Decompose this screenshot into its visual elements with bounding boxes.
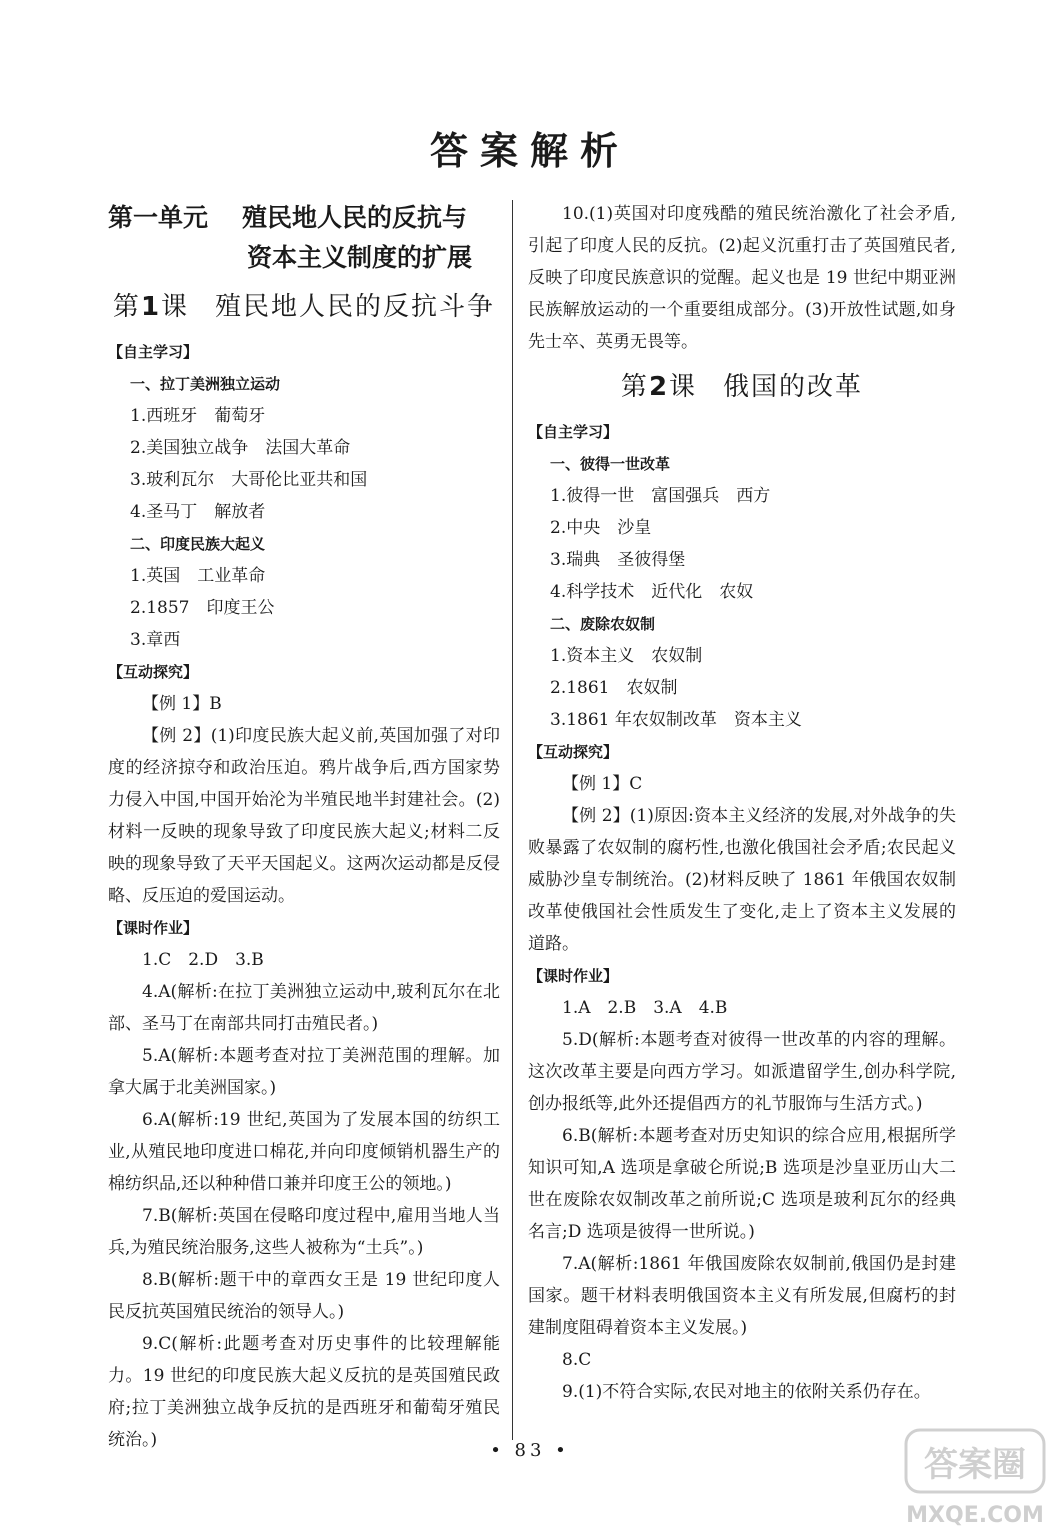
answer-item: 1.英国 工业革命 — [130, 566, 266, 586]
page-number: • 83 • — [490, 1440, 570, 1461]
lesson-2-suffix: 课 — [669, 372, 698, 402]
homework-answer: 7.A(解析:1861 年俄国废除农奴制前,俄国仍是封建国家。题干材料表明俄国资本主义有所发展,但腐朽的封建制度阻碍着资本主义发展。) — [528, 1254, 956, 1338]
lesson-1-suffix: 课 — [161, 292, 190, 322]
example-1: 【例 1】C — [562, 774, 643, 794]
homework-answer: 5.A(解析:本题考查对拉丁美洲范围的理解。加拿大属于北美洲国家。) — [108, 1046, 500, 1098]
answer-item: 3.玻利瓦尔 大哥伦比亚共和国 — [130, 470, 368, 490]
subheading-peter-reform: 一、彼得一世改革 — [550, 455, 671, 473]
homework-label: 【课时作业】 — [108, 919, 199, 937]
subheading-abolish-serfdom: 二、废除农奴制 — [550, 615, 656, 633]
homework-answer: 1.A 2.B 3.A 4.B — [562, 998, 728, 1018]
answer-item: 4.科学技术 近代化 农奴 — [550, 582, 754, 602]
homework-answer: 6.A(解析:19 世纪,英国为了发展本国的纺织工业,从殖民地印度进口棉花,并向印度倾销机器生产的棉纺织品,还以种种借口兼并印度王公的领地。) — [108, 1110, 500, 1194]
left-column — [108, 198, 500, 1456]
lesson-2-name: 俄国的改革 — [723, 372, 864, 402]
homework-answer: 8.C — [562, 1350, 592, 1370]
page-title: 答案解析 — [429, 129, 630, 173]
column-divider — [512, 200, 513, 1440]
unit-title-line2: 资本主义制度的扩展 — [246, 243, 472, 272]
homework-answer: 7.B(解析:英国在侵略印度过程中,雇用当地人当兵,为殖民统治服务,这些人被称为“土兵”。) — [108, 1206, 500, 1258]
homework-answer: 9.(1)不符合实际,农民对地主的依附关系仍存在。 — [562, 1382, 931, 1402]
lesson-1-number: 1 — [140, 292, 162, 322]
answer-item: 2.美国独立战争 法国大革命 — [130, 438, 351, 458]
lesson-2-title — [528, 366, 956, 408]
interactive-label: 【互动探究】 — [108, 663, 199, 681]
example-2: 【例 2】(1)印度民族大起义前,英国加强了对印度的经济掠夺和政治压迫。鸦片战争后,西方国家势力侵入中国,中国开始沦为半殖民地半封建社会。(2)材料一反映的现象导致了印度民族大起义;材料二反映的现象导致了天平天国起义。这两次运动都是反侵略、反压迫的爱国运动。 — [108, 726, 500, 906]
answer-item: 1.西班牙 葡萄牙 — [130, 406, 266, 426]
homework-answer: 1.C 2.D 3.B — [142, 950, 264, 970]
homework-label: 【课时作业】 — [528, 967, 619, 985]
homework-answer: 6.B(解析:本题考查对历史知识的综合应用,根据所学知识可知,A 选项是拿破仑所说;B 选项是沙皇亚历山大二世在废除农奴制改革之前所说;C 选项是玻利瓦尔的经典名言;D 选项是彼得一世所说。) — [528, 1126, 956, 1242]
answer-item: 3.1861 年农奴制改革 资本主义 — [550, 710, 802, 730]
example-2: 【例 2】(1)原因:资本主义经济的发展,对外战争的失败暴露了农奴制的腐朽性,也激化俄国社会矛盾;农民起义威胁沙皇专制统治。(2)材料反映了 1861 年俄国农奴制改革使俄国社会性质发生了变化,走上了资本主义发展的道路。 — [528, 806, 956, 954]
example-1: 【例 1】B — [142, 694, 222, 714]
answer-item: 2.中央 沙皇 — [550, 518, 652, 538]
homework-answer: 5.D(解析:本题考查对彼得一世改革的内容的理解。这次改革主要是向西方学习。如派遣留学生,创办科学院,创办报纸等,此外还提倡西方的礼节服饰与生活方式。) — [528, 1030, 956, 1114]
self-study-label: 【自主学习】 — [108, 343, 199, 361]
answer-item: 3.章西 — [130, 630, 181, 650]
lesson-2-number: 2 — [648, 372, 670, 402]
watermark-top-text: 答案圈 — [924, 1445, 1026, 1485]
lesson-1-prefix: 第 — [112, 292, 141, 322]
right-column — [528, 198, 956, 1408]
interactive-label: 【互动探究】 — [528, 743, 619, 761]
answer-item: 1.资本主义 农奴制 — [550, 646, 703, 666]
homework-answer: 8.B(解析:题干中的章西女王是 19 世纪印度人民反抗英国殖民统治的领导人。) — [108, 1270, 500, 1322]
answer-item: 1.彼得一世 富国强兵 西方 — [550, 486, 771, 506]
homework-answer: 4.A(解析:在拉丁美洲独立运动中,玻利瓦尔在北部、圣马丁在南部共同打击殖民者。) — [108, 982, 500, 1034]
answer-item: 2.1861 农奴制 — [550, 678, 678, 698]
unit-title-line1: 殖民地人民的反抗与 — [242, 203, 468, 232]
unit-title — [108, 198, 500, 278]
watermark-logo — [900, 1422, 1050, 1532]
self-study-label: 【自主学习】 — [528, 423, 619, 441]
homework-answer: 9.C(解析:此题考查对历史事件的比较理解能力。19 世纪的印度民族大起义反抗的是英国殖民政府;拉丁美洲独立战争反抗的是西班牙和葡萄牙殖民统治。) — [108, 1334, 500, 1450]
watermark-bottom-text: MXQE.COM — [906, 1503, 1044, 1528]
lesson-1-title — [108, 286, 500, 328]
lesson-1-name: 殖民地人民的反抗斗争 — [215, 292, 496, 322]
answer-item: 2.1857 印度王公 — [130, 598, 275, 618]
subheading-india-uprising: 二、印度民族大起义 — [130, 535, 266, 553]
unit-number: 第一单元 — [108, 203, 209, 232]
answer-item: 4.圣马丁 解放者 — [130, 502, 266, 522]
subheading-latin-america: 一、拉丁美洲独立运动 — [130, 375, 281, 393]
lesson-2-prefix: 第 — [620, 372, 649, 402]
answer-item: 3.瑞典 圣彼得堡 — [550, 550, 686, 570]
answer-10: 10.(1)英国对印度残酷的殖民统治激化了社会矛盾,引起了印度人民的反抗。(2)起义沉重打击了英国殖民者,反映了印度民族意识的觉醒。起义也是 19 世纪中期亚洲民族解放运动的一个重要组成部分。(3)开放性试题,如身先士卒、英勇无畏等。 — [528, 204, 956, 352]
